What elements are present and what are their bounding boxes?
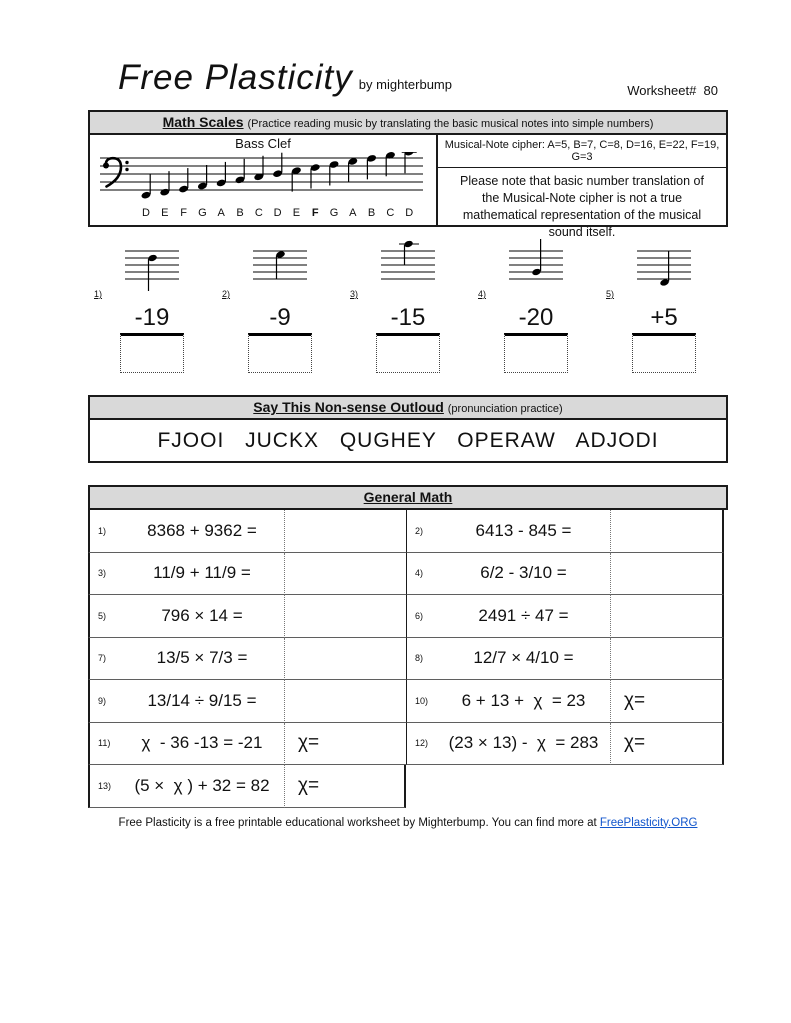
math-answer-cell[interactable] bbox=[610, 595, 724, 638]
nonsense-title: Say This Non-sense Outloud bbox=[253, 399, 444, 415]
svg-text:C: C bbox=[386, 207, 395, 219]
answer-box[interactable] bbox=[376, 333, 440, 373]
clef-label: Bass Clef bbox=[235, 136, 291, 151]
question-number: 1) bbox=[94, 289, 103, 299]
bass-clef-staff-icon bbox=[90, 152, 430, 220]
note-question-2 bbox=[216, 233, 344, 303]
math-expression: 6413 - 845 = bbox=[475, 520, 572, 540]
note-question-5 bbox=[600, 233, 728, 303]
footer-text: Free Plasticity is a free printable educational worksheet by Mighterbump. You can find more at bbox=[118, 816, 600, 829]
worksheet-number: Worksheet# 80 bbox=[627, 83, 718, 98]
math-expression: 8368 + 9362 = bbox=[147, 520, 257, 540]
cipher-answer-value: -19 bbox=[134, 304, 170, 331]
question-number: 4) bbox=[478, 289, 487, 299]
math-expression: 796 × 14 = bbox=[161, 605, 243, 625]
math-problem-cell bbox=[406, 553, 610, 596]
nonsense-header bbox=[90, 397, 726, 420]
note-answer-2 bbox=[216, 303, 344, 373]
math-answer-cell[interactable] bbox=[284, 638, 406, 681]
math-problem-number: 9) bbox=[98, 695, 107, 706]
math-problem-number: 7) bbox=[98, 653, 107, 664]
math-problem-cell bbox=[88, 595, 284, 638]
answer-variable-label: χ= bbox=[624, 689, 646, 711]
note-answers-row bbox=[88, 303, 728, 373]
svg-text:E: E bbox=[161, 207, 169, 219]
nonsense-section bbox=[88, 395, 728, 463]
note-question-4 bbox=[472, 233, 600, 303]
svg-text:D: D bbox=[405, 207, 414, 219]
svg-text:A: A bbox=[349, 207, 357, 219]
question-staff-icon bbox=[375, 233, 441, 295]
math-problem-cell bbox=[88, 553, 284, 596]
answer-box[interactable] bbox=[632, 333, 696, 373]
note-answer-5 bbox=[600, 303, 728, 373]
math-expression: 11/9 + 11/9 = bbox=[153, 563, 251, 583]
svg-text:D: D bbox=[142, 207, 150, 219]
general-math-table bbox=[88, 510, 728, 808]
question-staff-icon bbox=[247, 233, 313, 295]
math-problem-cell bbox=[88, 723, 284, 766]
note-answer-1 bbox=[88, 303, 216, 373]
note-question-1 bbox=[88, 233, 216, 303]
svg-text:B: B bbox=[236, 207, 244, 219]
note-questions-row bbox=[88, 233, 728, 303]
svg-text:F: F bbox=[311, 207, 319, 219]
math-problem-cell bbox=[88, 765, 284, 808]
math-problem-cell bbox=[406, 680, 610, 723]
math-answer-cell[interactable] bbox=[610, 680, 724, 723]
math-expression: 6 + 13 + χ = 23 bbox=[461, 690, 586, 710]
math-problem-cell bbox=[406, 638, 610, 681]
answer-box[interactable] bbox=[248, 333, 312, 373]
math-expression: χ - 36 -13 = -21 bbox=[141, 733, 263, 753]
math-problem-number: 11) bbox=[98, 738, 111, 749]
worksheet-content bbox=[88, 58, 728, 829]
math-problem-number: 6) bbox=[415, 610, 424, 621]
math-problem-number: 1) bbox=[98, 525, 107, 536]
general-math-title: General Math bbox=[363, 489, 453, 505]
answer-variable-label: χ= bbox=[298, 732, 320, 754]
math-problem-number: 8) bbox=[415, 653, 424, 664]
page-title: Free Plasticity bbox=[118, 58, 353, 97]
math-answer-cell[interactable] bbox=[284, 510, 406, 553]
question-staff-icon bbox=[631, 233, 697, 295]
math-problem-cell bbox=[88, 680, 284, 723]
math-scales-body bbox=[90, 135, 726, 239]
note-answer-4 bbox=[472, 303, 600, 373]
math-expression: 2491 ÷ 47 = bbox=[478, 605, 569, 625]
math-expression: 13/14 ÷ 9/15 = bbox=[147, 690, 257, 710]
footer bbox=[88, 817, 728, 829]
general-math-header bbox=[88, 485, 728, 510]
svg-text:D: D bbox=[273, 207, 282, 219]
svg-text:B: B bbox=[367, 207, 376, 219]
answer-variable-label: χ= bbox=[624, 732, 646, 754]
question-staff-icon bbox=[119, 233, 185, 295]
math-expression: (23 × 13) - χ = 283 bbox=[448, 733, 599, 753]
math-problem-cell bbox=[406, 723, 610, 766]
math-scales-title: Math Scales bbox=[162, 114, 244, 130]
cipher-disclaimer: Please note that basic number translation of the Musical-Note cipher is not a true mathematical representation of the musical sound itself. bbox=[460, 174, 704, 239]
math-answer-cell[interactable] bbox=[284, 765, 406, 808]
math-answer-cell[interactable] bbox=[610, 723, 724, 766]
math-problem-cell bbox=[88, 638, 284, 681]
cipher-answer-value: -9 bbox=[269, 304, 291, 331]
math-answer-cell[interactable] bbox=[610, 553, 724, 596]
math-problem-number: 3) bbox=[98, 568, 107, 579]
math-scales-section bbox=[88, 110, 728, 239]
math-problem-number: 10) bbox=[415, 695, 429, 706]
svg-text:C: C bbox=[254, 207, 263, 219]
cipher-answer-value: +5 bbox=[650, 304, 678, 331]
question-number: 2) bbox=[222, 289, 231, 299]
math-answer-cell[interactable] bbox=[284, 595, 406, 638]
question-number: 5) bbox=[606, 289, 615, 299]
math-problem-cell bbox=[406, 510, 610, 553]
math-answer-cell[interactable] bbox=[284, 553, 406, 596]
note-question-3 bbox=[344, 233, 472, 303]
nonsense-subtitle: (pronunciation practice) bbox=[447, 403, 563, 415]
math-problem-number: 13) bbox=[98, 780, 112, 791]
math-expression: 6/2 - 3/10 = bbox=[480, 563, 567, 583]
answer-box[interactable] bbox=[504, 333, 568, 373]
answer-box[interactable] bbox=[120, 333, 184, 373]
svg-text:E: E bbox=[292, 207, 301, 219]
math-problem-cell bbox=[88, 510, 284, 553]
byline: by mighterbump bbox=[358, 77, 452, 92]
answer-variable-label: χ= bbox=[298, 774, 320, 796]
question-number: 3) bbox=[350, 289, 359, 299]
svg-text:G: G bbox=[329, 207, 339, 219]
math-problem-number: 5) bbox=[98, 610, 107, 621]
nonsense-words: FJOOI JUCKX QUGHEY OPERAW ADJODI bbox=[157, 428, 659, 452]
math-scales-subtitle: (Practice reading music by translating the basic musical notes into simple numbers) bbox=[247, 118, 654, 130]
info-panel bbox=[438, 135, 726, 239]
empty-area bbox=[406, 765, 610, 808]
math-expression: 13/5 × 7/3 = bbox=[156, 648, 248, 668]
empty-area bbox=[610, 765, 724, 808]
math-expression: (5 × χ ) + 32 = 82 bbox=[134, 775, 270, 795]
svg-text:A: A bbox=[217, 207, 225, 219]
math-answer-cell[interactable] bbox=[284, 680, 406, 723]
cipher-answer-value: -20 bbox=[518, 304, 554, 331]
svg-text:F: F bbox=[180, 207, 187, 219]
svg-text:G: G bbox=[198, 207, 207, 219]
note-answer-3 bbox=[344, 303, 472, 373]
general-math-section bbox=[88, 485, 728, 808]
cipher-answer-value: -15 bbox=[390, 304, 426, 331]
math-scales-header bbox=[90, 112, 726, 135]
cipher-key: Musical-Note cipher: A=5, B=7, C=8, D=16, E=22, F=19, G=3 bbox=[438, 135, 726, 168]
question-staff-icon bbox=[503, 233, 569, 295]
music-panel bbox=[90, 135, 438, 225]
math-problem-cell bbox=[406, 595, 610, 638]
header bbox=[88, 58, 728, 102]
math-expression: 12/7 × 4/10 = bbox=[473, 648, 574, 668]
math-answer-cell[interactable] bbox=[284, 723, 406, 766]
math-problem-number: 2) bbox=[415, 525, 424, 536]
footer-link[interactable]: FreePlasticity.ORG bbox=[599, 816, 698, 829]
math-problem-number: 4) bbox=[415, 568, 424, 579]
math-problem-number: 12) bbox=[415, 738, 429, 749]
math-answer-cell[interactable] bbox=[610, 638, 724, 681]
math-answer-cell[interactable] bbox=[610, 510, 724, 553]
